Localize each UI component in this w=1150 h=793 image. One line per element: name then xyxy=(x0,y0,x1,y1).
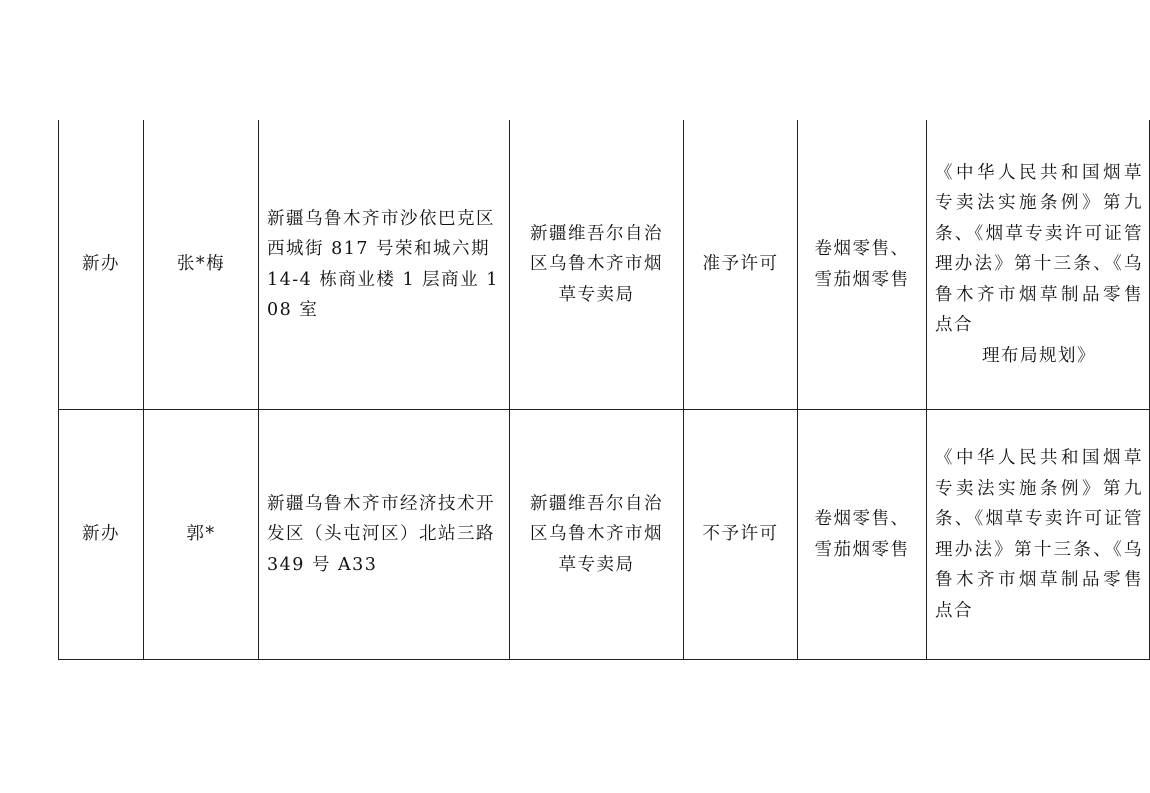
business-address-cell: 新疆乌鲁木齐市沙依巴克区西城街 817 号荣和城六期 14-4 栋商业楼 1 层商业 108 室 xyxy=(259,120,510,410)
application-type-cell: 新办 xyxy=(59,120,144,410)
business-scope-cell: 卷烟零售、雪茄烟零售 xyxy=(798,410,927,660)
table-row xyxy=(59,410,1150,660)
applicant-name-cell: 张*梅 xyxy=(144,120,259,410)
license-record-table xyxy=(58,120,1150,660)
table-row xyxy=(59,120,1150,410)
decision-cell: 准予许可 xyxy=(684,120,798,410)
legal-basis-cell xyxy=(927,120,1150,410)
applicant-name-cell: 郭* xyxy=(144,410,259,660)
issuing-authority-cell: 新疆维吾尔自治区乌鲁木齐市烟草专卖局 xyxy=(510,410,684,660)
legal-basis-tail-text: 理布局规划》 xyxy=(982,345,1096,366)
legal-basis-text: 《中华人民共和国烟草专卖法实施条例》第九条、《烟草专卖许可证管理办法》第十三条、《乌鲁木齐市烟草制品零售点合 xyxy=(935,162,1143,336)
legal-basis-text: 《中华人民共和国烟草专卖法实施条例》第九条、《烟草专卖许可证管理办法》第十三条、《乌鲁木齐市烟草制品零售点合 xyxy=(935,448,1143,621)
issuing-authority-cell: 新疆维吾尔自治区乌鲁木齐市烟草专卖局 xyxy=(510,120,684,410)
application-type-cell: 新办 xyxy=(59,410,144,660)
business-address-cell: 新疆乌鲁木齐市经济技术开发区（头屯河区）北站三路 349 号 A33 xyxy=(259,410,510,660)
business-scope-cell: 卷烟零售、雪茄烟零售 xyxy=(798,120,927,410)
decision-cell: 不予许可 xyxy=(684,410,798,660)
legal-basis-cell xyxy=(927,410,1150,660)
